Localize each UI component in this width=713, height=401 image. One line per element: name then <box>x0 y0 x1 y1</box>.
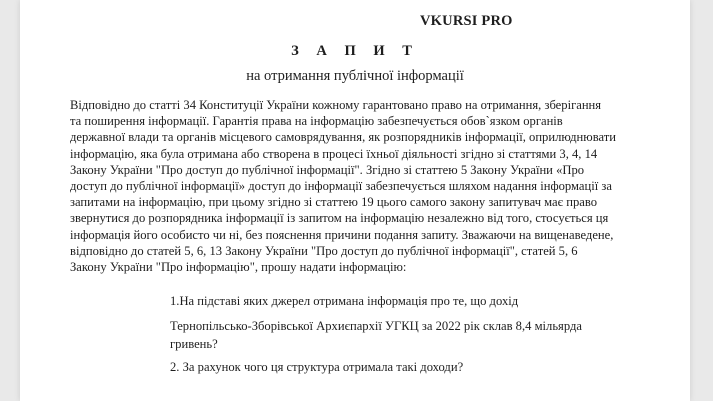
question-line: Тернопільсько-Зборівської Архиєпархії УГКЦ за 2022 рік склав 8,4 мільярда <box>170 319 582 333</box>
document-subtitle: на отримання публічної інформації <box>246 68 464 84</box>
paragraph-line: інформація його особисто чи ні, без пояснення причини подання запиту. Зважаючи на вищенаведене, <box>70 227 614 242</box>
question-line: гривень? <box>170 337 218 351</box>
document-page <box>20 0 690 401</box>
paragraph-line: Закону України "Про інформацію", прошу надати інформацію: <box>70 260 407 275</box>
question-1 <box>170 292 640 353</box>
paragraph-line: Відповідно до статті 34 Конституції України кожному гарантовано право на отримання, зберігання <box>70 98 602 112</box>
paragraph-line: запитами на інформацію, при цьому згідно зі статтею 19 цього самого закону запитувач має право <box>70 195 597 210</box>
paragraph-line: державної влади та органів місцевого самоврядування, як розпорядників інформації, оприлюднювати <box>70 130 616 145</box>
paragraph-line: інформацію, яка була отримана або створена в процесі їхньої діяльності згідно зі статтями 3, 4, 14 <box>70 146 598 161</box>
document-title: З А П И Т <box>291 43 419 59</box>
question-line: 2. За рахунок чого ця структура отримала такі доходи? <box>170 360 464 374</box>
question-2 <box>170 358 640 376</box>
request-paragraph <box>70 97 618 275</box>
paragraph-line: звернутися до розпорядника інформації із запитом на інформацію незалежно від того, стосується ця <box>70 211 609 226</box>
paragraph-line: доступ до публічної інформації» доступ до інформації забезпечується шляхом надання інформації за <box>70 179 612 194</box>
question-line: 1.На підставі яких джерел отримана інформація про те, що дохід <box>170 294 519 308</box>
brand-watermark: VKURSI PRO <box>420 13 513 29</box>
paragraph-line: та поширення інформації. Гарантія права на інформацію забезпечується обов`язком органів <box>70 114 563 129</box>
paragraph-line: Закону України "Про доступ до публічної інформації". Згідно зі статтею 5 Закону України «Про <box>70 162 585 177</box>
paragraph-line: відповідно до статей 5, 6, 13 Закону України "Про доступ до публічної інформації", статей 5, 6 <box>70 243 578 258</box>
